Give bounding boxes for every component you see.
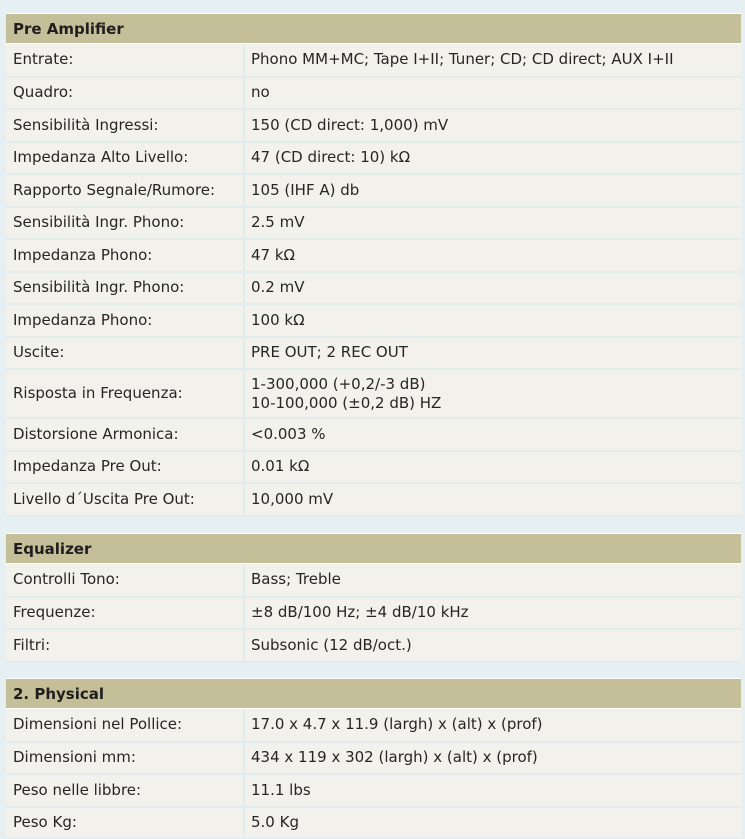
row-label: Impedanza Alto Livello: [6,142,244,175]
table-row [6,304,741,337]
row-label: Distorsione Armonica: [6,418,244,451]
table-row [6,564,741,597]
section-header: 2. Physical [6,678,741,709]
row-label: Entrate: [6,44,244,77]
table-row [6,742,741,775]
row-label: Rapporto Segnale/Rumore: [6,174,244,207]
row-value-line: 1-300,000 (+0,2/-3 dB) [251,374,426,393]
row-value [244,369,741,418]
row-value: 17.0 x 4.7 x 11.9 (largh) x (alt) x (prof) [244,709,741,742]
spec-table [6,709,741,839]
row-label: Quadro: [6,77,244,110]
row-value: <0.003 % [244,418,741,451]
row-value: Subsonic (12 dB/oct.) [244,629,741,662]
table-row [6,77,741,110]
row-value-line: 10-100,000 (±0,2 dB) HZ [251,393,442,412]
section-physical [6,678,741,839]
row-value: 434 x 119 x 302 (largh) x (alt) x (prof) [244,742,741,775]
table-row [6,337,741,370]
table-row [6,109,741,142]
row-value: no [244,77,741,110]
row-value: 47 kΩ [244,239,741,272]
row-value: 2.5 mV [244,207,741,240]
spec-table [6,564,741,663]
row-label: Sensibilità Ingr. Phono: [6,272,244,305]
row-label: Filtri: [6,629,244,662]
table-row [6,369,741,418]
row-value: PRE OUT; 2 REC OUT [244,337,741,370]
row-label: Frequenze: [6,597,244,630]
row-value: 47 (CD direct: 10) kΩ [244,142,741,175]
table-row [6,709,741,742]
row-value: 150 (CD direct: 1,000) mV [244,109,741,142]
section-header: Equalizer [6,533,741,564]
table-row [6,774,741,807]
section-pre-amplifier [6,13,741,517]
table-row [6,142,741,175]
row-value: Bass; Treble [244,564,741,597]
row-label: Uscite: [6,337,244,370]
row-label: Dimensioni nel Pollice: [6,709,244,742]
row-label: Controlli Tono: [6,564,244,597]
spec-table [6,44,741,517]
table-row [6,174,741,207]
row-value: 105 (IHF A) db [244,174,741,207]
row-label: Impedanza Phono: [6,239,244,272]
table-row [6,207,741,240]
row-value: ±8 dB/100 Hz; ±4 dB/10 kHz [244,597,741,630]
table-row [6,418,741,451]
row-value: Phono MM+MC; Tape I+II; Tuner; CD; CD direct; AUX I+II [244,44,741,77]
table-row [6,483,741,516]
row-label: Impedanza Phono: [6,304,244,337]
row-label: Livello d´Uscita Pre Out: [6,483,244,516]
row-value: 5.0 Kg [244,807,741,839]
table-row [6,272,741,305]
row-label: Peso Kg: [6,807,244,839]
row-label: Dimensioni mm: [6,742,244,775]
row-value: 10,000 mV [244,483,741,516]
row-label: Risposta in Frequenza: [6,369,244,418]
row-value: 0.01 kΩ [244,451,741,484]
table-row [6,44,741,77]
table-row [6,239,741,272]
row-value: 100 kΩ [244,304,741,337]
row-label: Impedanza Pre Out: [6,451,244,484]
row-label: Sensibilità Ingr. Phono: [6,207,244,240]
table-row [6,597,741,630]
section-header: Pre Amplifier [6,13,741,44]
row-label: Peso nelle libbre: [6,774,244,807]
row-value: 0.2 mV [244,272,741,305]
row-label: Sensibilità Ingressi: [6,109,244,142]
table-row [6,629,741,662]
table-row [6,807,741,839]
row-value: 11.1 lbs [244,774,741,807]
table-row [6,451,741,484]
section-equalizer [6,533,741,663]
